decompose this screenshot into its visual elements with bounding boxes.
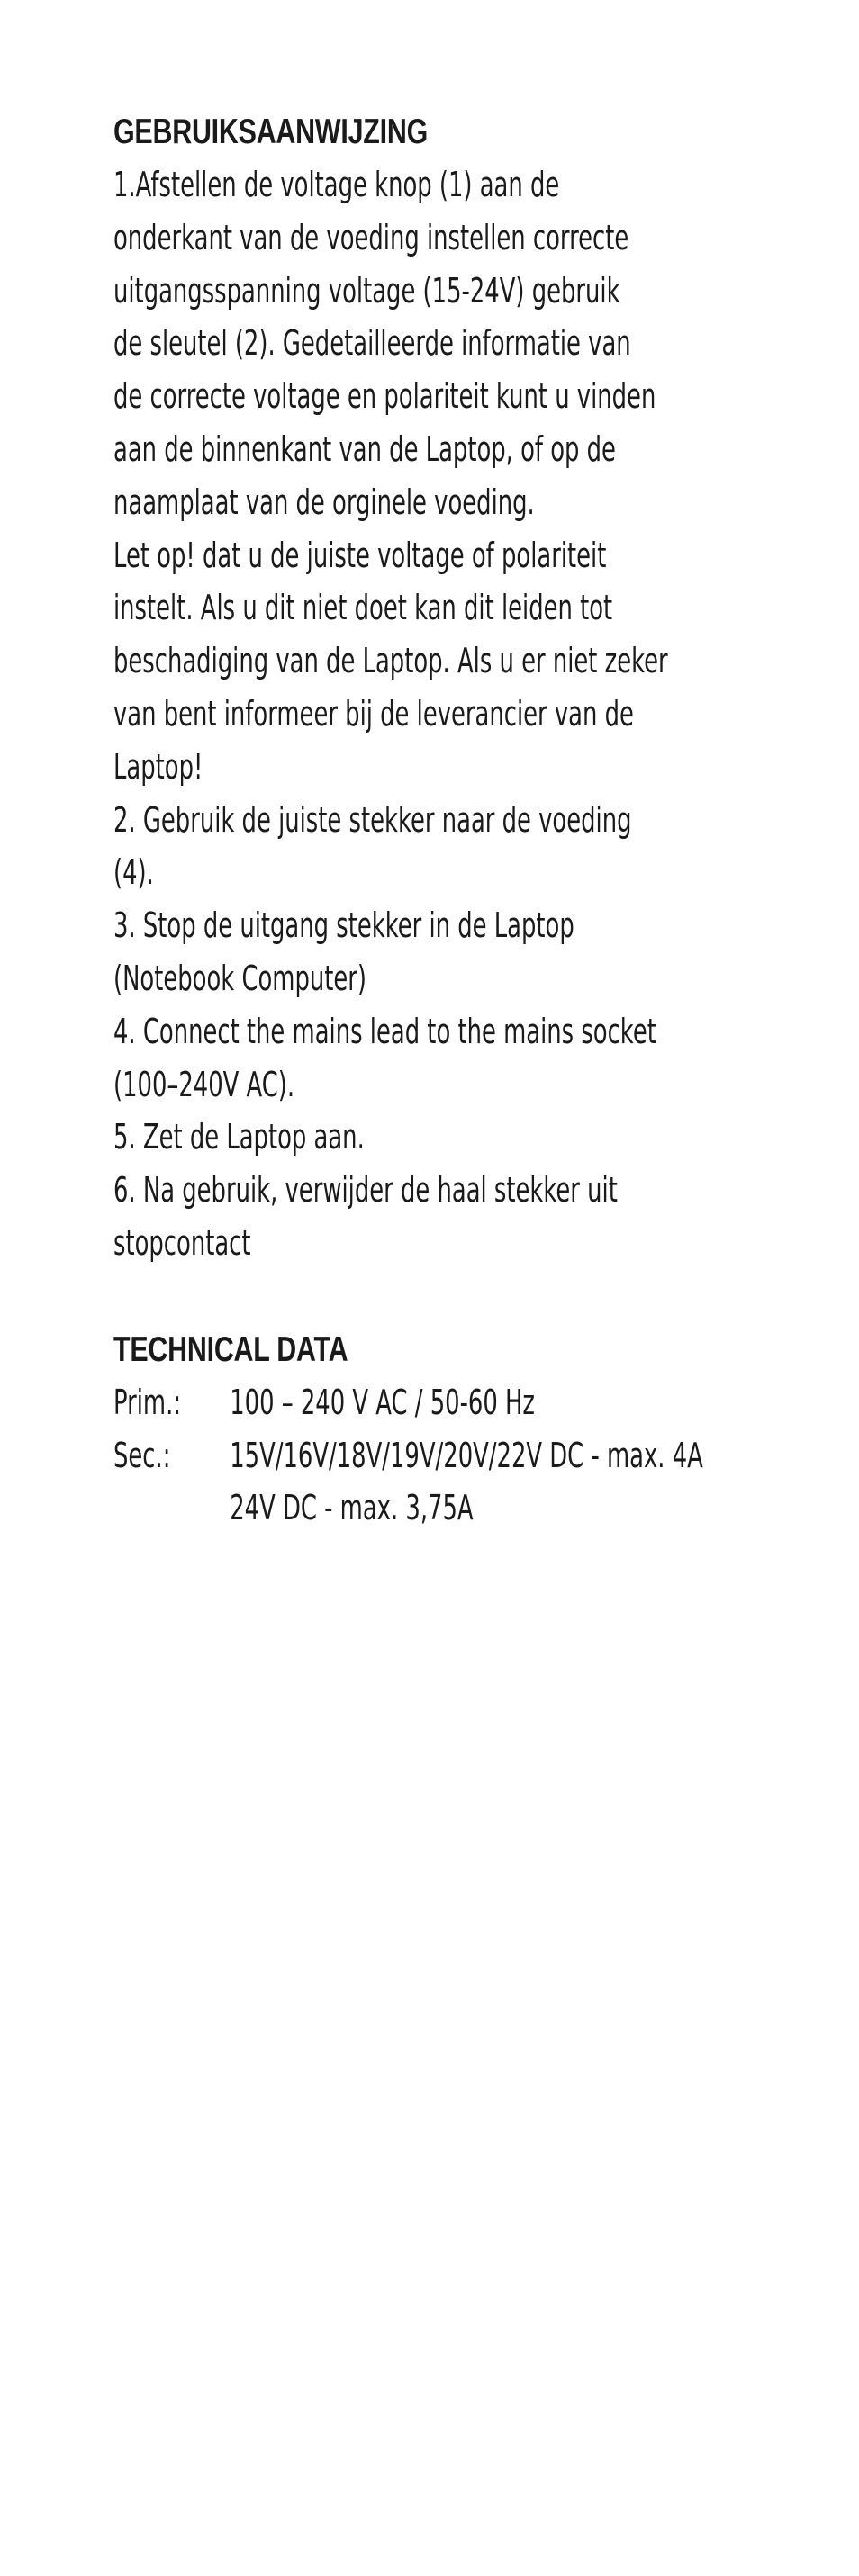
warning-line: Let op! dat u de juiste voltage of polariteit [113,535,607,575]
instruction-line: naamplaat van de orginele voeding. [113,482,535,522]
instruction-line: de sleutel (2). Gedetailleerde informatie van [113,323,631,364]
step-line: (4). [113,852,154,893]
warning-line: Laptop! [113,746,203,787]
instructions-title: GEBRUIKSAANWIJZING [113,113,429,151]
instruction-line: aan de binnenkant van de Laptop, of op de [113,428,616,469]
step-line: 2. Gebruik de juiste stekker naar de voeding [113,799,632,840]
section-spacer [113,1270,834,1324]
tech-value: 100 – 240 V AC / 50-60 Hz [230,1382,535,1422]
step-line: stopcontact [113,1222,251,1263]
instruction-line: onderkant van de voeding instellen correcte [113,217,629,257]
warning-line: instelt. Als u dit niet doet kan dit leiden tot [113,588,613,628]
tech-row-secondary [113,1429,703,1482]
instruction-line: 1.Afstellen de voltage knop (1) aan de [113,165,560,204]
step-line: 5. Zet de Laptop aan. [113,1117,365,1157]
tech-value: 24V DC - max. 3,75A [230,1488,474,1528]
warning-line: van bent informeer bij de leverancier van de [113,693,634,734]
manual-page [113,106,834,1535]
warning-line: beschadiging van de Laptop. Als u er niet zeker [113,641,668,681]
instruction-line: uitgangsspanning voltage (15-24V) gebruik [113,270,620,311]
step-line: (Notebook Computer) [113,958,366,998]
technical-data-title: TECHNICAL DATA [113,1329,348,1369]
step-line: (100–240V AC). [113,1064,295,1104]
tech-label: Prim.: [113,1382,182,1422]
technical-data-table [113,1376,703,1535]
step-line: 3. Stop de uitgang stekker in de Laptop [113,905,574,946]
instructions-body [113,158,668,1270]
step-line: 4. Connect the mains lead to the mains socket [113,1011,656,1051]
tech-label: Sec.: [113,1435,171,1475]
tech-row-secondary-continued [113,1482,603,1535]
tech-row-primary [113,1376,603,1429]
tech-value: 15V/16V/18V/19V/20V/22V DC - max. 4A [230,1435,703,1475]
instruction-line: de correcte voltage en polariteit kunt u vinden [113,376,656,417]
step-line: 6. Na gebruik, verwijder de haal stekker uit [113,1170,618,1211]
